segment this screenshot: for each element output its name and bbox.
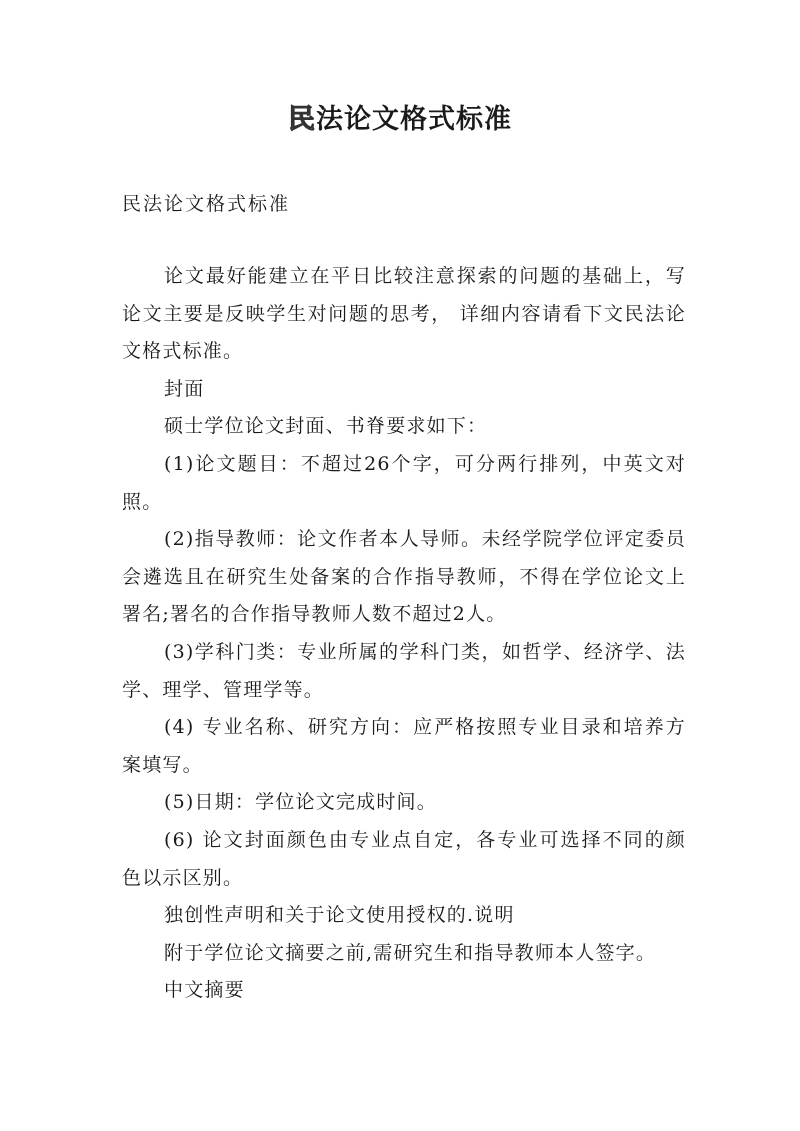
paragraph-item-6: (6) 论文封面颜色由专业点自定，各专业可选择不同的颜色以示区别。 — [122, 828, 686, 889]
paragraph-intro: 论文最好能建立在平日比较注意探索的问题的基础上，写论文主要是反映学生对问题的思考， 详细内容请看下文民法论文格式标准。 — [122, 265, 686, 363]
paragraph-declaration-heading: 独创性声明和关于论文使用授权的.说明 — [164, 904, 515, 927]
paragraph-item-3: (3)学科门类：专业所属的学科门类，如哲学、经济学、法学、理学、管理学等。 — [122, 640, 686, 701]
paragraph-item-1: (1)论文题目：不超过26个字，可分两行排列，中英文对照。 — [122, 452, 686, 513]
paragraph-item-2: (2)指导教师：论文作者本人导师。未经学院学位评定委员会遴选且在研究生处备案的合作指导教师，不得在学位论文上署名;署名的合作指导教师人数不超过2人。 — [122, 528, 686, 626]
paragraph-item-5: (5)日期：学位论文完成时间。 — [164, 791, 437, 814]
document-body — [122, 258, 686, 1010]
document-title — [0, 97, 800, 136]
document-subtitle: 民法论文格式标准 — [122, 193, 291, 215]
paragraph-item-4: (4) 专业名称、研究方向：应严格按照专业目录和培养方案填写。 — [122, 716, 686, 776]
title-rest: 法论文格式标准 — [316, 104, 512, 135]
paragraph-abstract-heading: 中文摘要 — [164, 979, 245, 1002]
title-first-char: 民 — [288, 104, 316, 135]
paragraph-cover-requirements: 硕士学位论文封面、书脊要求如下： — [164, 415, 488, 438]
paragraph-declaration-text: 附于学位论文摘要之前,需研究生和指导教师本人签字。 — [164, 941, 657, 964]
paragraph-cover-heading: 封面 — [164, 377, 205, 400]
